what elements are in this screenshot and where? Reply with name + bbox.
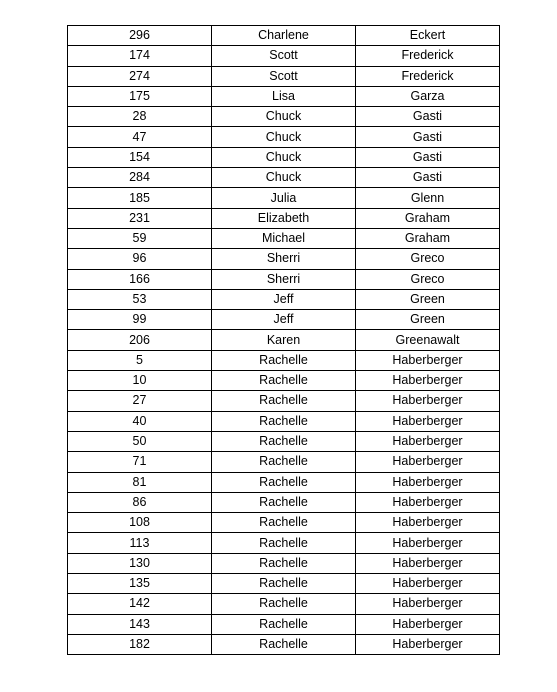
first-name-cell: Rachelle (212, 452, 356, 472)
id-cell: 27 (68, 391, 212, 411)
last-name-cell: Graham (356, 228, 500, 248)
last-name-cell: Haberberger (356, 371, 500, 391)
table-body (68, 26, 500, 655)
first-name-cell: Rachelle (212, 574, 356, 594)
table-row (68, 350, 500, 370)
first-name-cell: Rachelle (212, 492, 356, 512)
document-page (67, 25, 500, 655)
table-row (68, 147, 500, 167)
last-name-cell: Greenawalt (356, 330, 500, 350)
last-name-cell: Gasti (356, 107, 500, 127)
name-table (67, 25, 500, 655)
table-row (68, 574, 500, 594)
id-cell: 166 (68, 269, 212, 289)
last-name-cell: Haberberger (356, 594, 500, 614)
last-name-cell: Graham (356, 208, 500, 228)
id-cell: 143 (68, 614, 212, 634)
table-row (68, 634, 500, 654)
last-name-cell: Greco (356, 249, 500, 269)
table-row (68, 310, 500, 330)
last-name-cell: Frederick (356, 66, 500, 86)
last-name-cell: Haberberger (356, 492, 500, 512)
table-row (68, 289, 500, 309)
last-name-cell: Haberberger (356, 574, 500, 594)
first-name-cell: Lisa (212, 86, 356, 106)
last-name-cell: Haberberger (356, 350, 500, 370)
id-cell: 113 (68, 533, 212, 553)
table-row (68, 452, 500, 472)
id-cell: 5 (68, 350, 212, 370)
id-cell: 274 (68, 66, 212, 86)
first-name-cell: Rachelle (212, 350, 356, 370)
last-name-cell: Gasti (356, 127, 500, 147)
last-name-cell: Haberberger (356, 614, 500, 634)
last-name-cell: Gasti (356, 168, 500, 188)
first-name-cell: Jeff (212, 289, 356, 309)
last-name-cell: Glenn (356, 188, 500, 208)
first-name-cell: Chuck (212, 127, 356, 147)
first-name-cell: Scott (212, 66, 356, 86)
id-cell: 154 (68, 147, 212, 167)
id-cell: 182 (68, 634, 212, 654)
table-row (68, 533, 500, 553)
last-name-cell: Garza (356, 86, 500, 106)
table-row (68, 249, 500, 269)
table-row (68, 411, 500, 431)
id-cell: 206 (68, 330, 212, 350)
table-row (68, 330, 500, 350)
id-cell: 296 (68, 26, 212, 46)
table-row (68, 66, 500, 86)
table-row (68, 269, 500, 289)
table-row (68, 127, 500, 147)
first-name-cell: Rachelle (212, 513, 356, 533)
last-name-cell: Haberberger (356, 533, 500, 553)
last-name-cell: Green (356, 289, 500, 309)
first-name-cell: Rachelle (212, 614, 356, 634)
last-name-cell: Green (356, 310, 500, 330)
first-name-cell: Rachelle (212, 594, 356, 614)
last-name-cell: Eckert (356, 26, 500, 46)
id-cell: 130 (68, 553, 212, 573)
id-cell: 135 (68, 574, 212, 594)
first-name-cell: Rachelle (212, 391, 356, 411)
table-row (68, 208, 500, 228)
first-name-cell: Julia (212, 188, 356, 208)
table-row (68, 107, 500, 127)
last-name-cell: Haberberger (356, 634, 500, 654)
first-name-cell: Rachelle (212, 411, 356, 431)
first-name-cell: Michael (212, 228, 356, 248)
table-row (68, 553, 500, 573)
id-cell: 59 (68, 228, 212, 248)
table-row (68, 46, 500, 66)
table-row (68, 614, 500, 634)
first-name-cell: Sherri (212, 249, 356, 269)
id-cell: 10 (68, 371, 212, 391)
table-row (68, 513, 500, 533)
table-row (68, 391, 500, 411)
table-row (68, 86, 500, 106)
table-row (68, 188, 500, 208)
id-cell: 86 (68, 492, 212, 512)
first-name-cell: Karen (212, 330, 356, 350)
table-row (68, 492, 500, 512)
first-name-cell: Elizabeth (212, 208, 356, 228)
id-cell: 175 (68, 86, 212, 106)
table-row (68, 228, 500, 248)
last-name-cell: Haberberger (356, 391, 500, 411)
id-cell: 53 (68, 289, 212, 309)
first-name-cell: Rachelle (212, 634, 356, 654)
id-cell: 81 (68, 472, 212, 492)
id-cell: 71 (68, 452, 212, 472)
first-name-cell: Chuck (212, 107, 356, 127)
first-name-cell: Rachelle (212, 472, 356, 492)
first-name-cell: Rachelle (212, 371, 356, 391)
first-name-cell: Jeff (212, 310, 356, 330)
table-row (68, 594, 500, 614)
id-cell: 284 (68, 168, 212, 188)
id-cell: 174 (68, 46, 212, 66)
id-cell: 99 (68, 310, 212, 330)
first-name-cell: Rachelle (212, 431, 356, 451)
id-cell: 142 (68, 594, 212, 614)
id-cell: 28 (68, 107, 212, 127)
last-name-cell: Haberberger (356, 472, 500, 492)
first-name-cell: Scott (212, 46, 356, 66)
id-cell: 50 (68, 431, 212, 451)
last-name-cell: Greco (356, 269, 500, 289)
last-name-cell: Haberberger (356, 452, 500, 472)
id-cell: 185 (68, 188, 212, 208)
id-cell: 108 (68, 513, 212, 533)
last-name-cell: Frederick (356, 46, 500, 66)
last-name-cell: Haberberger (356, 513, 500, 533)
id-cell: 96 (68, 249, 212, 269)
table-row (68, 371, 500, 391)
last-name-cell: Haberberger (356, 553, 500, 573)
id-cell: 40 (68, 411, 212, 431)
first-name-cell: Chuck (212, 147, 356, 167)
table-row (68, 431, 500, 451)
last-name-cell: Haberberger (356, 411, 500, 431)
first-name-cell: Sherri (212, 269, 356, 289)
table-row (68, 168, 500, 188)
first-name-cell: Chuck (212, 168, 356, 188)
id-cell: 47 (68, 127, 212, 147)
last-name-cell: Gasti (356, 147, 500, 167)
first-name-cell: Charlene (212, 26, 356, 46)
last-name-cell: Haberberger (356, 431, 500, 451)
id-cell: 231 (68, 208, 212, 228)
first-name-cell: Rachelle (212, 553, 356, 573)
table-row (68, 472, 500, 492)
first-name-cell: Rachelle (212, 533, 356, 553)
table-row (68, 26, 500, 46)
